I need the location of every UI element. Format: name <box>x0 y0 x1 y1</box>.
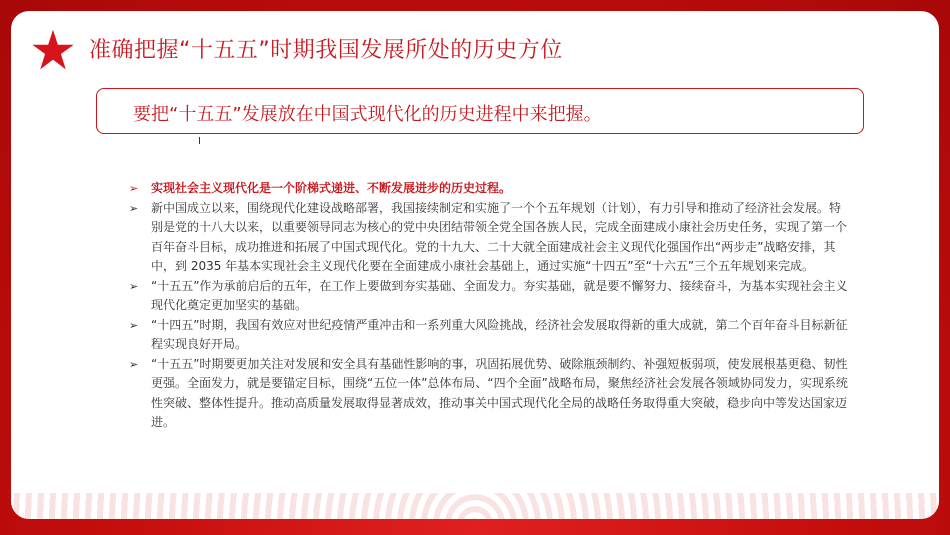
list-item <box>129 355 849 433</box>
list-item <box>129 316 849 355</box>
subtitle: 要把“十五五”发展放在中国式现代化的历史进程中来把握。 <box>133 104 602 125</box>
list-item-text: “十五五”时期要更加关注对发展和安全具有基础性影响的事，巩固拓展优势、破除瓶颈制约、补强短板弱项，使发展根基更稳、韧性更强。全面发力，就是要锚定目标，围绕“五位一体”总体布局、“四个全面”战略布局，聚焦经济社会发展各领域协同发力，实现系统性突破、整体性提升。推动高质量发展取得显著成效，推动事关中国式现代化全局的战略任务取得重大突破，稳步向中等发达国家迈进。 <box>151 356 848 429</box>
list-item-text: “十四五”时期，我国有效应对世纪疫情严重冲击和一系列重大风险挑战，经济社会发展取得新的重大成就，第二个百年奋斗目标新征程实现良好开局。 <box>151 317 848 351</box>
star-icon <box>31 28 75 72</box>
list-item <box>129 277 849 316</box>
page-title: 准确把握“十五五”时期我国发展所处的历史方位 <box>89 38 563 63</box>
slide-frame <box>11 11 939 519</box>
list-item <box>129 179 849 199</box>
decorative-pattern <box>11 493 939 519</box>
arrow-bullet-icon: ➢ <box>129 318 139 332</box>
list-item-text: “十五五”作为承前启后的五年，在工作上要做到夯实基础、全面发力。夯实基础，就是要不懈努力、接续奋斗，为基本实现社会主义现代化奠定更加坚实的基础。 <box>151 278 848 312</box>
list-item-text: 实现社会主义现代化是一个阶梯式递进、不断发展进步的历史过程。 <box>151 181 512 195</box>
arrow-bullet-icon: ➢ <box>129 357 139 371</box>
bullet-list <box>129 179 849 433</box>
decorative-tick <box>199 137 200 144</box>
arrow-bullet-icon: ➢ <box>129 279 139 293</box>
list-item-text: 新中国成立以来，围绕现代化建设战略部署，我国接续制定和实施了一个个五年规划（计划），有力引导和推动了经济社会发展。特别是党的十八大以来，以重要领导同志为核心的党中央团结带领全党全国各族人民，完成全面建成小康社会历史任务，实现了第一个百年奋斗目标，成功推进和拓展了中国式现代化。党的十九大、二十大就全面建成社会主义现代化强国作出“两步走”战略安排，其中，到 2035 年基本实现社会主义现代化要在全面建成小康社会基础上，通过实施“十四五”至“十六五”三个五年规划来完成。 <box>151 200 848 273</box>
list-item <box>129 199 849 277</box>
arrow-bullet-icon: ➢ <box>129 182 139 195</box>
arrow-bullet-icon: ➢ <box>129 201 139 215</box>
